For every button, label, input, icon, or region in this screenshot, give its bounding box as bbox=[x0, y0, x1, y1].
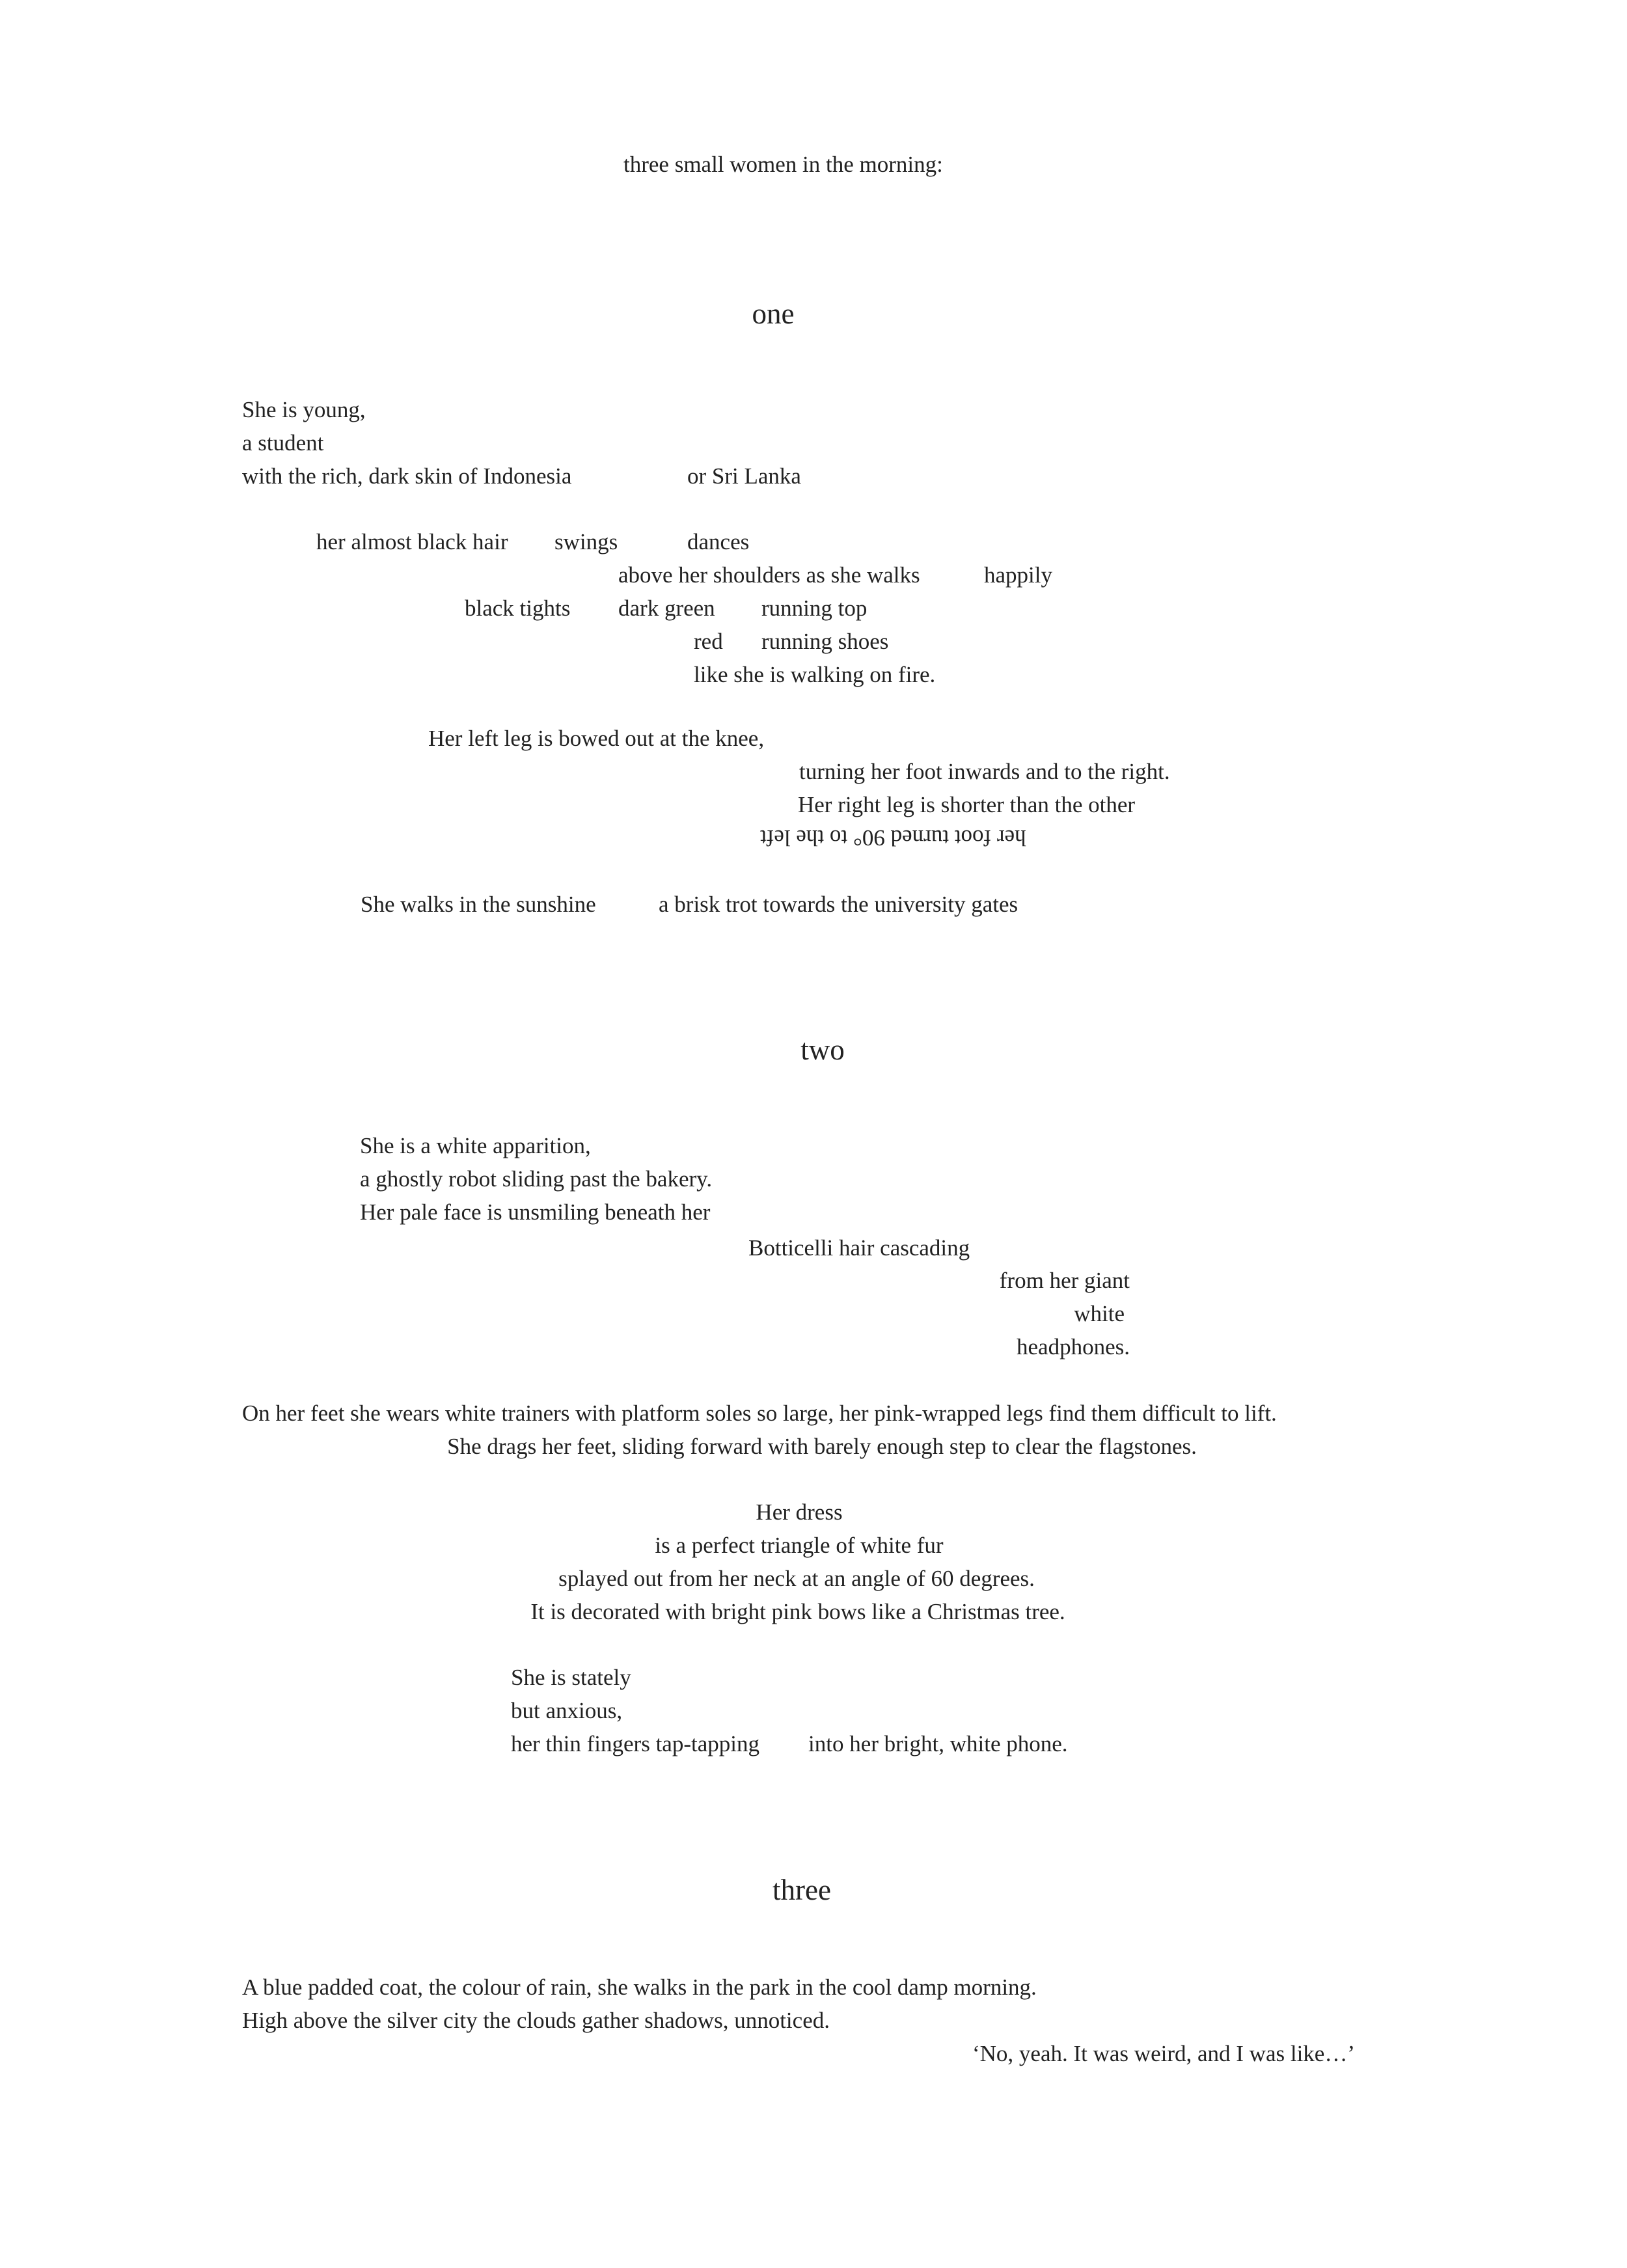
poem-line: white bbox=[1074, 1301, 1125, 1326]
poem-line: She is a white apparition, bbox=[360, 1133, 591, 1158]
poem-line: a ghostly robot sliding past the bakery. bbox=[360, 1166, 713, 1192]
poem-title: three small women in the morning: bbox=[623, 152, 943, 177]
poem-line: Her dress bbox=[756, 1499, 843, 1525]
poem-line: is a perfect triangle of white fur bbox=[655, 1533, 944, 1558]
poem-line: her thin fingers tap-tapping bbox=[511, 1731, 759, 1756]
poem-line: On her feet she wears white trainers with platform soles so large, her pink-wrapped legs find them difficult to lift. bbox=[242, 1400, 1277, 1426]
poem-line: her almost black hair bbox=[316, 529, 508, 554]
poem-line: Her pale face is unsmiling beneath her bbox=[360, 1199, 711, 1225]
poem-line: Botticelli hair cascading bbox=[748, 1235, 970, 1261]
poem-line: swings bbox=[554, 529, 618, 554]
poem-line: red bbox=[694, 629, 723, 654]
poem-line: A blue padded coat, the colour of rain, she walks in the park in the cool damp morning. bbox=[242, 1974, 1037, 2000]
poem-line: but anxious, bbox=[511, 1698, 623, 1723]
poem-line: or Sri Lanka bbox=[687, 463, 801, 489]
poem-line: running shoes bbox=[761, 629, 889, 654]
poem-line: High above the silver city the clouds gather shadows, unnoticed. bbox=[242, 2008, 830, 2033]
poem-line: She walks in the sunshine bbox=[361, 892, 596, 917]
poem-line: She is young, bbox=[242, 397, 366, 422]
poem-line: running top bbox=[761, 595, 868, 621]
poem-line: headphones. bbox=[1017, 1334, 1130, 1359]
poem-line: happily bbox=[984, 562, 1052, 588]
section-heading-one: one bbox=[752, 297, 795, 330]
poem-line: a student bbox=[242, 430, 324, 456]
poem-line: a brisk trot towards the university gates bbox=[659, 892, 1019, 917]
section-heading-three: three bbox=[772, 1874, 831, 1906]
poem-line: dances bbox=[687, 529, 750, 554]
poem-line: It is decorated with bright pink bows like a Christmas tree. bbox=[530, 1599, 1065, 1624]
poem-line: splayed out from her neck at an angle of 60 degrees. bbox=[558, 1566, 1035, 1591]
poem-line: turning her foot inwards and to the right. bbox=[799, 759, 1170, 784]
poem-line: She is stately bbox=[511, 1665, 631, 1690]
poem-line: from her giant bbox=[999, 1268, 1130, 1293]
poem-line: ‘No, yeah. It was weird, and I was like…’ bbox=[972, 2041, 1355, 2066]
poem-line: with the rich, dark skin of Indonesia bbox=[242, 463, 572, 489]
poem-line: like she is walking on fire. bbox=[694, 662, 936, 687]
poem-line: dark green bbox=[618, 595, 715, 621]
poem-line: Her right leg is shorter than the other bbox=[798, 792, 1136, 817]
poem-line: Her left leg is bowed out at the knee, bbox=[428, 726, 765, 751]
poem-line: She drags her feet, sliding forward with barely enough step to clear the flagstones. bbox=[447, 1434, 1197, 1459]
poem-line: black tights bbox=[465, 595, 571, 621]
poem-line: into her bright, white phone. bbox=[808, 1731, 1068, 1756]
section-heading-two: two bbox=[800, 1033, 845, 1066]
poem-line-inverted: her foot turned 90° to the left bbox=[760, 825, 1026, 851]
poem-line: above her shoulders as she walks bbox=[618, 562, 920, 588]
